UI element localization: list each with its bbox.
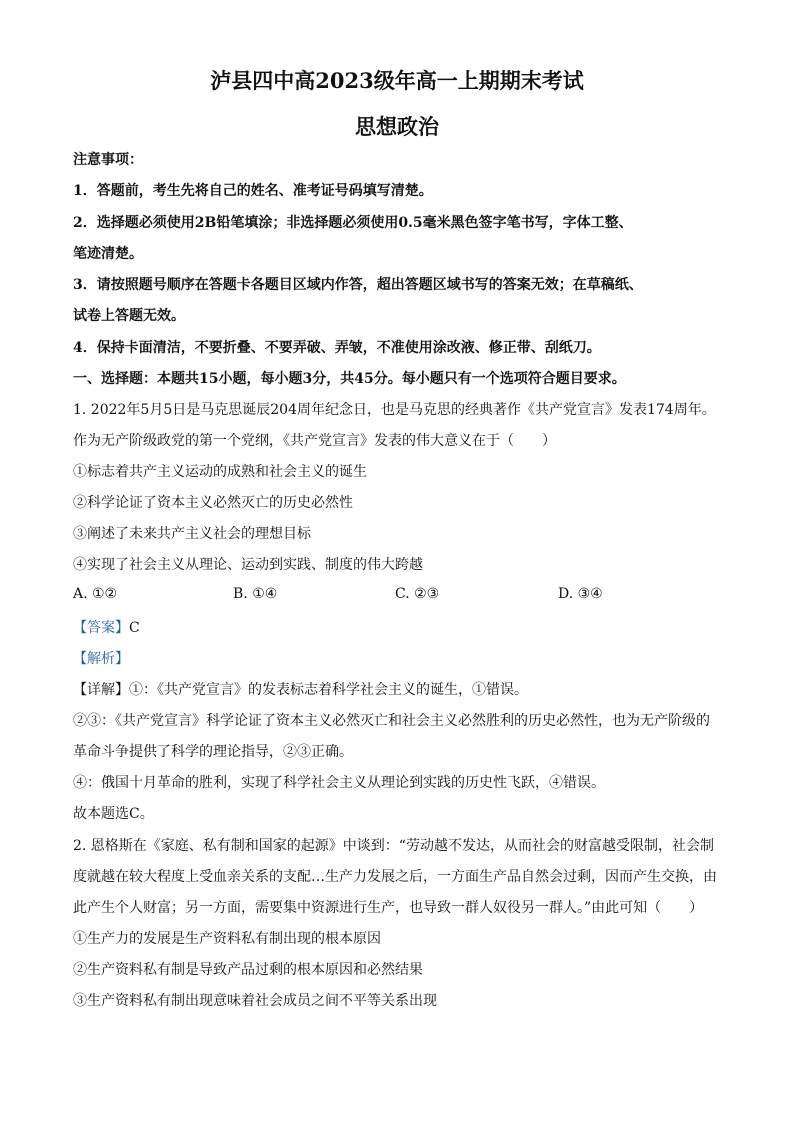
q1-option-d: D. ③④ [558,586,603,602]
q1-stem: 1. 2022年5月5日是马克思诞辰204周年纪念日，也是马克思的经典著作《共产党宣言》发表174周年。 [73,402,716,418]
q1-explanation: ④：俄国十月革命的胜利，实现了科学社会主义从理论到实践的历史性飞跃，④错误。 [73,775,605,791]
q2-stem: 度就越在较大程度上受血亲关系的支配…生产力发展之后，一方面生产品自然会过剩，因而产生交换，由 [73,869,717,885]
analysis-tag: 【解析】 [73,651,129,667]
q2-stem: 2. 恩格斯在《家庭、私有制和国家的起源》中谈到：“劳动越不发达，从而社会的财富越受限制，社会制 [73,838,714,854]
notice-item: 3．请按照题号顺序在答题卡各题目区域内作答，超出答题区域书写的答案无效；在草稿纸、 [73,277,643,293]
q1-detail-line [73,680,733,700]
q1-option-c: C. ②③ [395,586,440,602]
q1-option-a: A. ①② [73,586,118,602]
notice-item: 试卷上答题无效。 [73,308,185,324]
detail-tag: 【详解】 [73,682,129,698]
q1-explanation: ②③：《共产党宣言》科学论证了资本主义必然灭亡和社会主义必然胜利的历史必然性，也为无产阶级的 [73,713,710,729]
q2-statement: ③生产资料私有制出现意味着社会成员之间不平等关系出现 [73,993,437,1009]
q1-explanation: 革命斗争提供了科学的理论指导，②③正确。 [73,744,353,760]
q1-statement: ④实现了社会主义从理论、运动到实践、制度的伟大跨越 [73,557,423,573]
q1-answer-line [73,618,733,638]
notice-item: 4．保持卡面清洁，不要折叠、不要弄破、弄皱，不准使用涂改液、修正带、刮纸刀。 [73,340,601,356]
q2-stem: 此产生个人财富；另一方面，需要集中资源进行生产，也导致一群人奴役另一群人。”由此可知（ ） [73,900,704,916]
q1-explanation: ①：《共产党宣言》的发表标志着科学社会主义的诞生，①错误。 [129,682,528,698]
q1-analysis-line [73,649,733,669]
exam-title: 泸县四中高2023级年高一上期期末考试 [210,68,584,93]
subject-title: 思想政治 [355,114,439,139]
q1-statement: ③阐述了未来共产主义社会的理想目标 [73,526,311,542]
q1-explanation: 故本题选C。 [73,806,154,822]
q1-statement: ①标志着共产主义运动的成熟和社会主义的诞生 [73,464,367,480]
q1-option-b: B. ①④ [233,586,278,602]
answer-tag: 【答案】 [73,620,129,636]
notice-item: 1．答题前，考生先将自己的姓名、准考证号码填写清楚。 [73,183,433,199]
q2-statement: ①生产力的发展是生产资料私有制出现的根本原因 [73,931,381,947]
q1-stem: 作为无产阶级政党的第一个党纲，《共产党宣言》发表的伟大意义在于（ ） [73,433,556,449]
notice-item: 2．选择题必须使用2B铅笔填涂；非选择题必须使用0.5毫米黑色签字笔书写，字体工整、 [73,215,633,231]
notice-item: 笔迹清楚。 [73,246,143,262]
q1-options [73,586,733,606]
q1-statement: ②科学论证了资本主义必然灭亡的历史必然性 [73,495,353,511]
section-heading: 一、选择题：本题共15小题，每小题3分，共45分。每小题只有一个选项符合题目要求。 [73,371,626,387]
answer-value: C [129,620,140,636]
notice-heading: 注意事项： [73,152,143,168]
q2-statement: ②生产资料私有制是导致产品过剩的根本原因和必然结果 [73,962,423,978]
